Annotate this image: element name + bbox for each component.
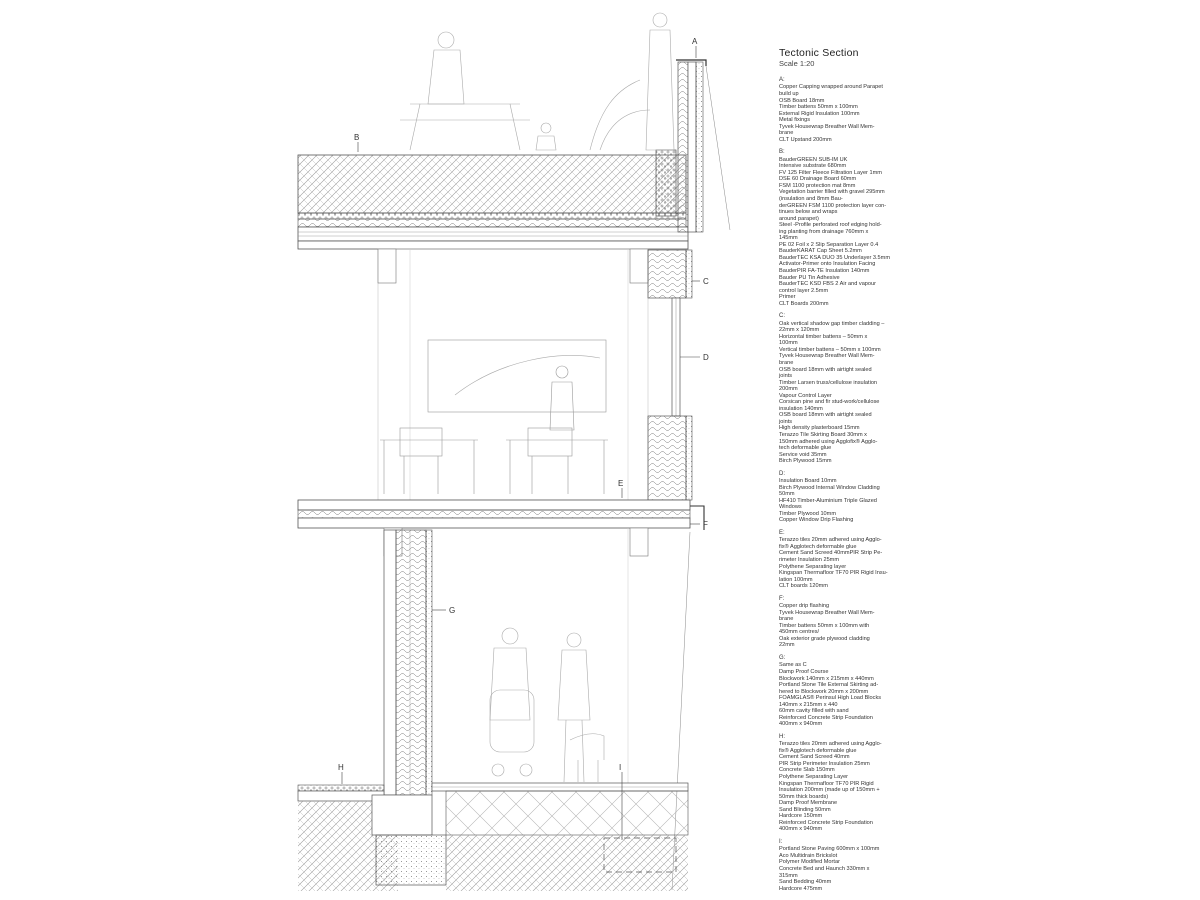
note-line: 145mm (779, 235, 798, 242)
note-line: joints (779, 418, 793, 425)
note-line: derGREEN FSM 1100 protection layer con- (779, 202, 887, 209)
ground-slab (298, 783, 688, 891)
note-line: Polymer Modified Mortar (779, 859, 840, 866)
ground-figures (490, 628, 604, 782)
note-line: BauderKARAT Cap Sheet 5.2mm (779, 248, 862, 255)
parapet (656, 60, 730, 232)
note-key: H: (779, 733, 785, 740)
upper-storey (378, 249, 648, 500)
note-section (779, 149, 899, 307)
note-line: Hardcore 475mm (779, 885, 823, 892)
callout-f: F (703, 520, 708, 529)
note-line: 22mm (779, 642, 795, 649)
note-line: Hardcore 150mm (779, 813, 823, 820)
note-line: CLT Upstand 200mm (779, 136, 832, 143)
note-line: CLT boards 120mm (779, 583, 828, 590)
note-line: (insulation and 8mm Bau- (779, 196, 843, 203)
note-line: PE 02 Foil x 2 Slip Separation Layer 0.4 (779, 241, 879, 248)
note-line: Blockwork 140mm x 215mm x 440mm (779, 675, 874, 682)
note-line: 100mm (779, 340, 798, 347)
note-line: Bauder PU Tin Adhesive (779, 274, 840, 281)
note-line: Timber Plywood 10mm (779, 510, 836, 517)
note-section (779, 734, 899, 833)
note-line: Vapour Control Layer (779, 392, 832, 399)
note-line: 450mm centres/ (779, 629, 820, 636)
callout-c: C (703, 277, 709, 286)
note-line: DSE 60 Drainage Board 60mm (779, 176, 857, 183)
note-section (779, 839, 899, 892)
note-line: PIR Strip Perimeter Insulation 25mm (779, 760, 870, 767)
note-line: 150mm adhered using Agglofix® Agglo- (779, 438, 878, 445)
note-section (779, 77, 899, 143)
note-line: Service void 35mm (779, 451, 827, 458)
note-line: Timber battens 50mm x 100mm (779, 104, 858, 111)
note-line: Damp Proof Membrane (779, 800, 838, 807)
callout-g: G (449, 606, 456, 615)
note-section (779, 471, 899, 524)
note-line: joints (779, 373, 793, 380)
note-line: Corsican pine and fir stud-work/cellulose (779, 399, 880, 406)
note-line: Windows (779, 504, 802, 511)
note-line: 22mm x 120mm (779, 327, 820, 334)
note-line: Primer (779, 294, 796, 301)
note-section (779, 313, 899, 464)
note-line: control layer 2.5mm (779, 287, 829, 294)
note-line: FSM 1100 protection mat 8mm (779, 182, 856, 189)
note-line: build up (779, 90, 799, 97)
note-line: Copper Window Drip Flashing (779, 517, 854, 524)
scale-label: Scale 1:20 (779, 59, 815, 68)
note-line: Cement Sand Screed 40mmPIR Strip Pe- (779, 550, 883, 557)
note-line: Intensive substrate 680mm (779, 163, 847, 170)
roof-build-up (298, 155, 688, 249)
note-line: BauderTEC KSD FBS 2 Air and vapour (779, 281, 877, 288)
note-key: E: (779, 529, 785, 536)
note-line: Oak exterior grade plywood cladding (779, 635, 870, 642)
note-line: tinues below and wraps (779, 209, 838, 216)
note-line: OSB board 18mm with airtight sealed (779, 366, 872, 373)
note-line: Cement Sand Screed 40mm (779, 754, 850, 761)
callout-h: H (338, 763, 344, 772)
note-line: FOAMGLAS® Perinsul High Load Blocks (779, 695, 882, 702)
note-line: Activator-Primer onto Insulation Facing (779, 261, 876, 268)
note-key: B: (779, 149, 785, 156)
note-line: Horizontal timber battens – 50mm x (779, 333, 868, 340)
note-key: G: (779, 655, 786, 661)
note-line: lation 100mm (779, 576, 813, 583)
note-line: Timber Larsen truss/cellulose insulation (779, 379, 878, 386)
note-line: OSB Board 18mm (779, 97, 825, 104)
note-line: Reinforced Concrete Strip Foundation (779, 819, 873, 826)
note-line: 50mm thick boards) (779, 793, 829, 800)
note-line: around parapet) (779, 215, 819, 222)
note-line: Steel -Profile perforated roof edging hold- (779, 222, 882, 229)
note-key: D: (779, 470, 785, 477)
note-section (779, 530, 899, 590)
note-line: 50mm (779, 491, 795, 498)
note-line: Same as C (779, 662, 807, 669)
note-line: Insulation 200mm (made up of 150mm + (779, 787, 880, 794)
note-line: CLT Boards 200mm (779, 300, 829, 307)
note-line: Metal fixings (779, 117, 811, 124)
rooftop-figures (400, 13, 674, 150)
note-line: FV 125 Filter Fleece Filtration Layer 1mm (779, 169, 882, 176)
note-line: fix® Agglotech deformable glue (779, 543, 857, 550)
note-line: Aco Multidrain Brickslot (779, 852, 838, 859)
note-key: F: (779, 595, 785, 602)
note-line: OSB board 18mm with airtight sealed (779, 412, 872, 419)
note-line: Concrete Bed and Haunch 330mm x (779, 865, 870, 872)
note-line: 400mm x 940mm (779, 826, 823, 833)
note-line: External Rigid Insulation 100mm (779, 110, 860, 117)
note-key: C: (779, 313, 785, 320)
note-line: Insulation Board 10mm (779, 478, 837, 485)
note-line: Terazzo Tile Skirting Board 30mm x (779, 432, 867, 439)
note-line: Timber battens 50mm x 100mm with (779, 622, 870, 629)
note-line: Portland Stone Paving 600mm x 100mm (779, 846, 880, 853)
note-line: Kingspan Thermafloor TF70 PIR Rigid Insu- (779, 570, 888, 577)
note-line: Damp Proof Course (779, 668, 829, 675)
note-line: 315mm (779, 872, 798, 879)
note-line: Tyvek Housewrap Breather Wall Mem- (779, 609, 875, 616)
page-title: Tectonic Section (779, 47, 859, 59)
note-line: brane (779, 616, 794, 623)
note-line: Vertical timber battens – 50mm x 100mm (779, 346, 881, 353)
callout-d: D (703, 353, 709, 362)
note-line: High density plasterboard 15mm (779, 425, 860, 432)
note-line: Kingspan Thermafloor TF70 PIR Rigid (779, 780, 874, 787)
note-line: Portland Stone Tile External Skirting ad- (779, 682, 879, 689)
note-line: Terazzo tiles 20mm adhered using Agglo- (779, 537, 882, 544)
note-line: tech deformable glue (779, 445, 832, 452)
note-line: fix® Agglotech deformable glue (779, 747, 857, 754)
note-section (779, 655, 899, 728)
ground-floor-wall (384, 528, 628, 795)
note-line: Terazzo tiles 20mm adhered using Agglo- (779, 741, 882, 748)
note-line: insulation 140mm (779, 405, 823, 412)
note-line: 400mm x 940mm (779, 721, 823, 728)
note-section (779, 596, 899, 649)
callout-i: I (619, 763, 622, 772)
note-line: brane (779, 130, 794, 137)
note-key: I: (779, 838, 783, 845)
note-line: Concrete Slab 150mm (779, 767, 835, 774)
note-line: BauderPIR FA-TE Insulation 140mm (779, 268, 870, 275)
note-line: Sand Bedding 40mm (779, 879, 832, 886)
note-line: HF410 Timber-Aluminium Triple Glazed (779, 497, 877, 504)
note-line: Copper Capping wrapped around Parapet (779, 84, 883, 91)
note-line: ing planting from drainage 760mm x (779, 228, 869, 235)
note-line: Birch Plywood 15mm (779, 458, 832, 465)
note-line: BauderTEC KSA DUO 35 Underlayer 3.5mm (779, 254, 890, 261)
specification-notes (779, 47, 899, 898)
note-line: 140mm x 215mm x 440 (779, 701, 838, 708)
note-line: Birch Plywood Internal Window Cladding (779, 484, 880, 491)
callout-a: A (692, 37, 698, 46)
note-line: hered to Blockwork 20mm x 200mm (779, 688, 869, 695)
callout-b: B (354, 133, 360, 142)
note-key: A: (779, 77, 785, 83)
note-line: Copper drip flashing (779, 603, 830, 610)
note-line: Polythene Separating layer (779, 563, 847, 570)
note-line: 200mm (779, 386, 798, 393)
note-list (779, 77, 899, 892)
note-line: BauderGREEN SUB-IM UK (779, 156, 848, 163)
note-line: Reinforced Concrete Strip Foundation (779, 714, 873, 721)
note-line: rimeter Insulation 25mm (779, 557, 839, 564)
note-line: Oak vertical shadow gap timber cladding – (779, 320, 885, 327)
note-line: Tyvek Housewrap Breather Wall Mem- (779, 353, 875, 360)
note-line: Tyvek Housewrap Breather Wall Mem- (779, 123, 875, 130)
note-line: Polythene Separating Layer (779, 774, 849, 781)
note-line: 60mm cavity filled with sand (779, 708, 849, 715)
upper-wall (648, 250, 692, 500)
callout-e: E (618, 479, 624, 488)
note-line: brane (779, 360, 794, 366)
note-line: Sand Blinding 50mm (779, 806, 831, 813)
note-line: Vegetation barrier filled with gravel 295mm (779, 189, 885, 196)
